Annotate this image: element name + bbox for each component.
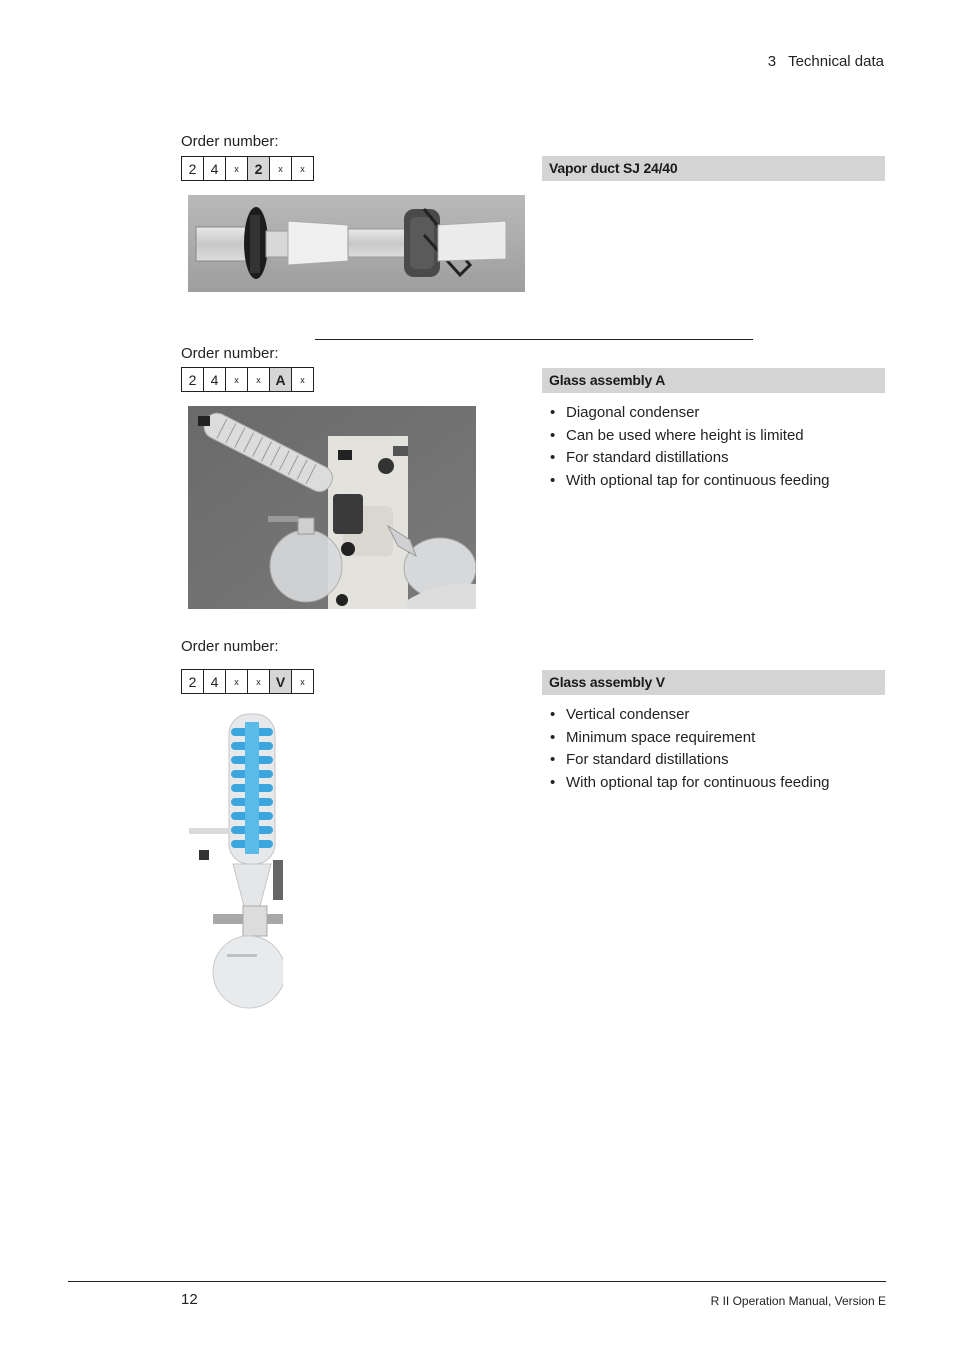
glass-assembly-a-photo bbox=[188, 406, 476, 609]
order-number-table bbox=[181, 367, 314, 392]
list-item: • For standard distillations bbox=[550, 749, 830, 772]
order-number-label: Order number: bbox=[181, 638, 279, 655]
order-number-label: Order number: bbox=[181, 345, 279, 362]
list-item: • Diagonal condenser bbox=[550, 402, 830, 425]
section-title: Glass assembly V bbox=[542, 670, 885, 695]
order-digit: 4 bbox=[204, 157, 226, 181]
running-header bbox=[768, 53, 884, 70]
footer-rule bbox=[68, 1281, 886, 1282]
order-digit: 2 bbox=[182, 157, 204, 181]
vapor-duct-photo bbox=[188, 195, 525, 292]
order-placeholder: x bbox=[270, 157, 292, 181]
list-item: • For standard distillations bbox=[550, 447, 830, 470]
list-item: • Vertical condenser bbox=[550, 704, 830, 727]
list-item: • Minimum space requirement bbox=[550, 727, 830, 750]
feature-list bbox=[550, 704, 830, 794]
order-placeholder: x bbox=[248, 368, 270, 392]
order-number-table bbox=[181, 669, 314, 694]
glass-assembly-v-photo bbox=[187, 710, 283, 1048]
order-placeholder: x bbox=[226, 368, 248, 392]
order-number-label: Order number: bbox=[181, 133, 279, 150]
chapter-number: 3 bbox=[767, 53, 777, 70]
order-digit: 4 bbox=[204, 368, 226, 392]
feature-list bbox=[550, 402, 830, 492]
document-title: R II Operation Manual, Version E bbox=[710, 1294, 886, 1308]
section-title: Vapor duct SJ 24/40 bbox=[542, 156, 885, 181]
section-divider bbox=[315, 339, 753, 340]
order-highlight-digit: A bbox=[270, 368, 292, 392]
page-number: 12 bbox=[181, 1291, 198, 1308]
list-item: • With optional tap for continuous feeding bbox=[550, 772, 830, 795]
order-placeholder: x bbox=[226, 670, 248, 694]
order-digit: 4 bbox=[204, 670, 226, 694]
list-item: • Can be used where height is limited bbox=[550, 425, 830, 448]
order-digit: 2 bbox=[182, 670, 204, 694]
order-number-table bbox=[181, 156, 314, 181]
order-placeholder: x bbox=[248, 670, 270, 694]
order-placeholder: x bbox=[292, 157, 314, 181]
order-highlight-digit: 2 bbox=[248, 157, 270, 181]
list-item: • With optional tap for continuous feeding bbox=[550, 470, 830, 493]
order-placeholder: x bbox=[292, 670, 314, 694]
section-title: Glass assembly A bbox=[542, 368, 885, 393]
order-highlight-digit: V bbox=[270, 670, 292, 694]
order-placeholder: x bbox=[292, 368, 314, 392]
order-digit: 2 bbox=[182, 368, 204, 392]
order-placeholder: x bbox=[226, 157, 248, 181]
chapter-title: Technical data bbox=[788, 53, 884, 70]
